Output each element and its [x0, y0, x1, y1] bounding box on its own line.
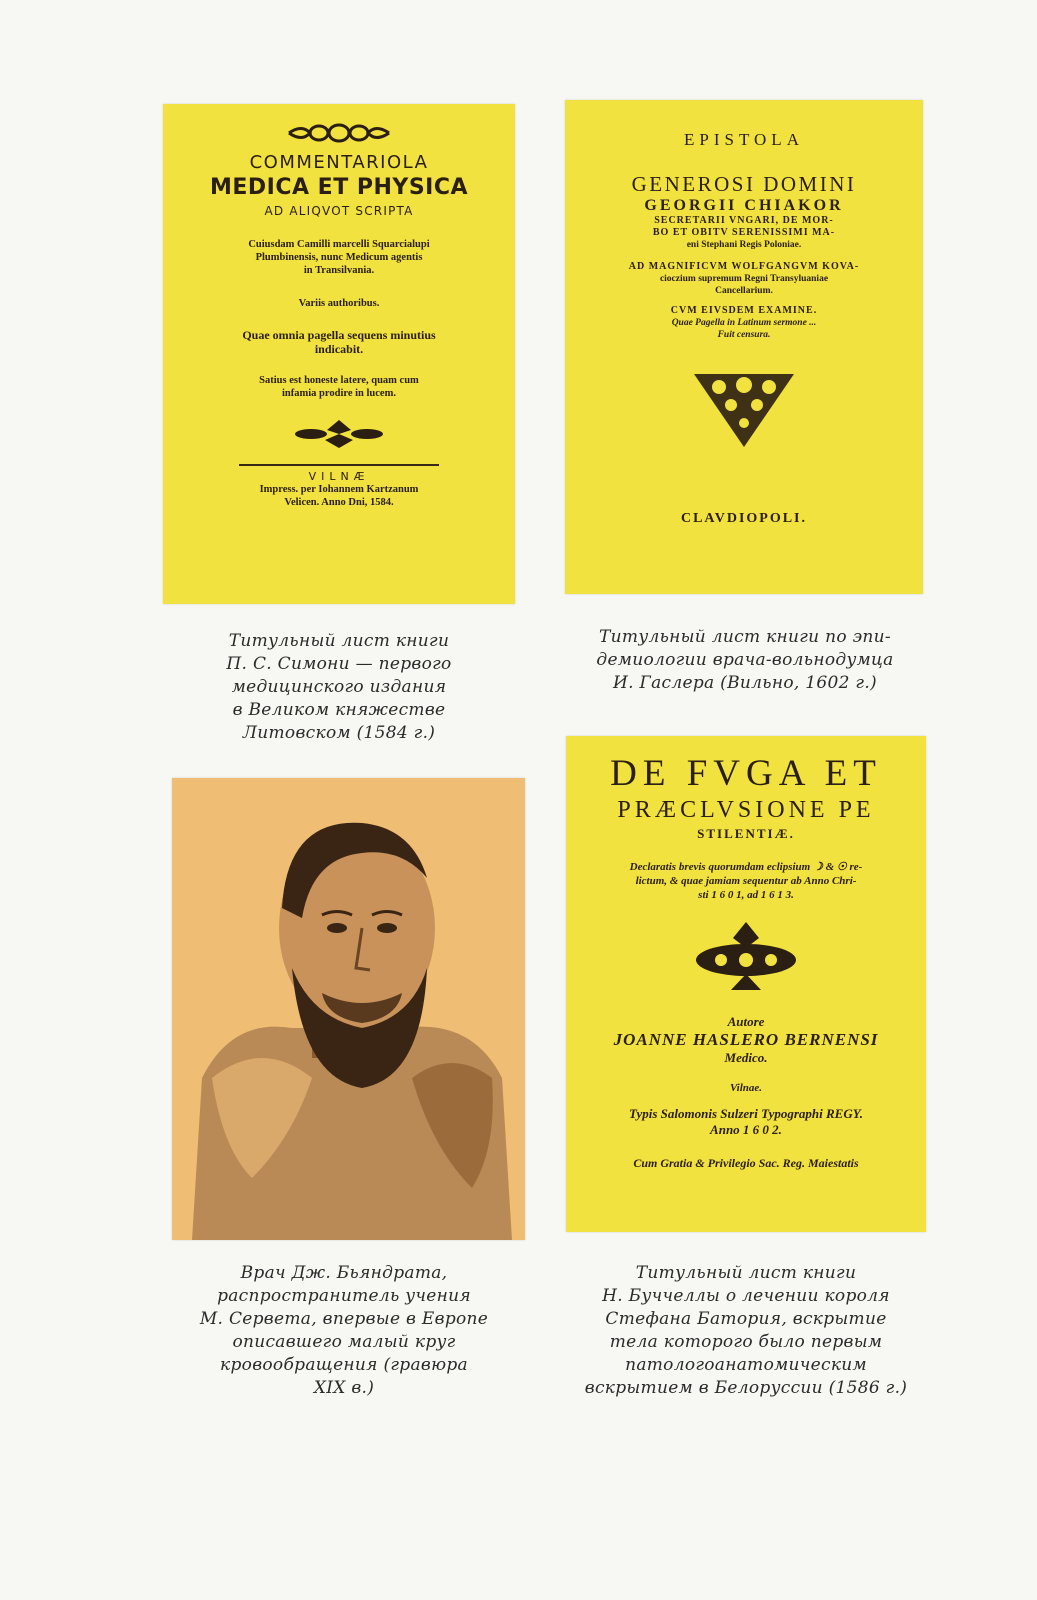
- portrait-illustration: [172, 778, 525, 1240]
- caption-line: распространитель учения: [217, 1286, 471, 1306]
- caption-line: тела которого было первым: [609, 1332, 883, 1352]
- title-line-3: AD ALIQVOT SCRIPTA: [264, 204, 414, 218]
- imprint-line-2: Velicen. Anno Dni, 1584.: [284, 497, 394, 508]
- caption-4: [552, 1262, 940, 1400]
- title-page-de-fuga: [566, 736, 926, 1232]
- body-line-7: Satius est honeste latere, quam cum: [259, 375, 419, 386]
- author-prefix: Autore: [727, 1014, 765, 1029]
- portrait-engraving: [172, 778, 525, 1240]
- imprint-line-1: Impress. per Iohannem Kartzanum: [259, 484, 419, 495]
- ornament-icon: [289, 416, 389, 452]
- title-line-2: PRÆCLVSIONE PE: [617, 797, 875, 823]
- title-page-epistola: [565, 100, 923, 594]
- caption-line: Врач Дж. Бьяндрата,: [240, 1263, 448, 1283]
- author-suffix: Medico.: [724, 1050, 768, 1065]
- imprint-city: VILNÆ: [308, 470, 370, 483]
- body-line-1: Cuiusdam Camilli marcelli Squarcialupi: [248, 239, 430, 250]
- title-line-9: Cancellarium.: [715, 286, 773, 296]
- body-line-5: Quae omnia pagella sequens minutius: [242, 328, 436, 342]
- imprint-city: Vilnae.: [729, 1082, 763, 1094]
- title-line-6: eni Stephani Regis Poloniae.: [686, 240, 802, 250]
- caption-line: медицинского издания: [231, 677, 447, 697]
- caption-line: Титульный лист книги по эпи-: [599, 627, 891, 647]
- body-line-3: sti 1 6 0 1, ad 1 6 1 3.: [698, 889, 794, 901]
- body-line-3: in Transilvania.: [303, 265, 375, 276]
- title-line-5: BO ET OBITV SERENISSIMI MA-: [652, 227, 836, 238]
- caption-line: патологоанатомическим: [625, 1355, 867, 1375]
- body-line-1: Declaratis brevis quorumdam eclipsium ☽ & ☉ re-: [629, 861, 863, 873]
- privilege-line: Cum Gratia & Privilegio Sac. Reg. Maiestatis: [633, 1156, 859, 1170]
- ornament-icon: [681, 918, 811, 994]
- caption-line: в Великом княжестве: [232, 700, 446, 720]
- title-line-3: STILENTIÆ.: [697, 826, 795, 841]
- ornament-icon: [284, 122, 394, 144]
- caption-line: Н. Буччеллы о лечении короля: [602, 1286, 890, 1306]
- title-line-3: GEORGII CHIAKOR: [644, 197, 844, 214]
- caption-line: Титульный лист книги: [635, 1263, 857, 1283]
- caption-line: П. С. Симони — первого: [226, 654, 452, 674]
- imprint-city: CLAVDIOPOLI.: [680, 511, 808, 526]
- caption-line: кровообращения (гравюра: [220, 1355, 468, 1375]
- caption-line: М. Сервета, впервые в Европе: [199, 1309, 489, 1329]
- title-line-4: SECRETARII VNGARI, DE MOR-: [654, 215, 834, 226]
- ornament-icon: [689, 369, 799, 449]
- year-line: Anno 1 6 0 2.: [710, 1122, 782, 1137]
- caption-line: XIX в.): [313, 1378, 375, 1398]
- title-line-1: EPISTOLA: [684, 130, 804, 149]
- body-line-2: Plumbinensis, nunc Medicum agentis: [255, 252, 423, 263]
- caption-line: И. Гаслера (Вильно, 1602 г.): [613, 673, 877, 693]
- caption-1: [163, 630, 515, 745]
- title-page-commentariola: [163, 104, 515, 604]
- body-line-4: Variis authoribus.: [298, 298, 380, 309]
- caption-line: Стефана Батория, вскрытие: [605, 1309, 887, 1329]
- caption-line: вскрытием в Белоруссии (1586 г.): [584, 1378, 908, 1398]
- title-line-7: AD MAGNIFICVM WOLFGANGVM KOVA-: [628, 261, 860, 272]
- caption-line: описавшего малый круг: [232, 1332, 456, 1352]
- title-line-1: DE FVGA ET: [610, 753, 882, 794]
- caption-2: [565, 626, 925, 695]
- body-line-8: infamia prodire in lucem.: [282, 388, 396, 399]
- title-line-2: GENEROSI DOMINI: [631, 172, 857, 196]
- title-line-1: COMMENTARIOLA: [249, 152, 429, 173]
- title-line-10: CVM EIVSDEM EXAMINE.: [670, 305, 818, 316]
- title-line-2: MEDICA ET PHYSICA: [209, 175, 469, 200]
- title-line-12: Fuit censura.: [717, 330, 771, 340]
- divider-rule: [239, 464, 439, 466]
- caption-line: демиологии врача-вольнодумца: [596, 650, 894, 670]
- body-line-2: lictum, & quae jamiam sequentur ab Anno Chri-: [635, 875, 857, 887]
- caption-3: [163, 1262, 525, 1400]
- caption-line: Литовском (1584 г.): [242, 723, 436, 743]
- author-name: JOANNE HASLERO BERNENSI: [613, 1030, 879, 1049]
- title-line-8: cioczium supremum Regni Transyluaniae: [659, 274, 829, 284]
- title-line-11: Quae Pagella in Latinum sermone ...: [671, 318, 817, 328]
- caption-line: Титульный лист книги: [228, 631, 450, 651]
- printer-line: Typis Salomonis Sulzeri Typographi REGY.: [629, 1106, 863, 1121]
- body-line-6: indicabit.: [314, 342, 364, 356]
